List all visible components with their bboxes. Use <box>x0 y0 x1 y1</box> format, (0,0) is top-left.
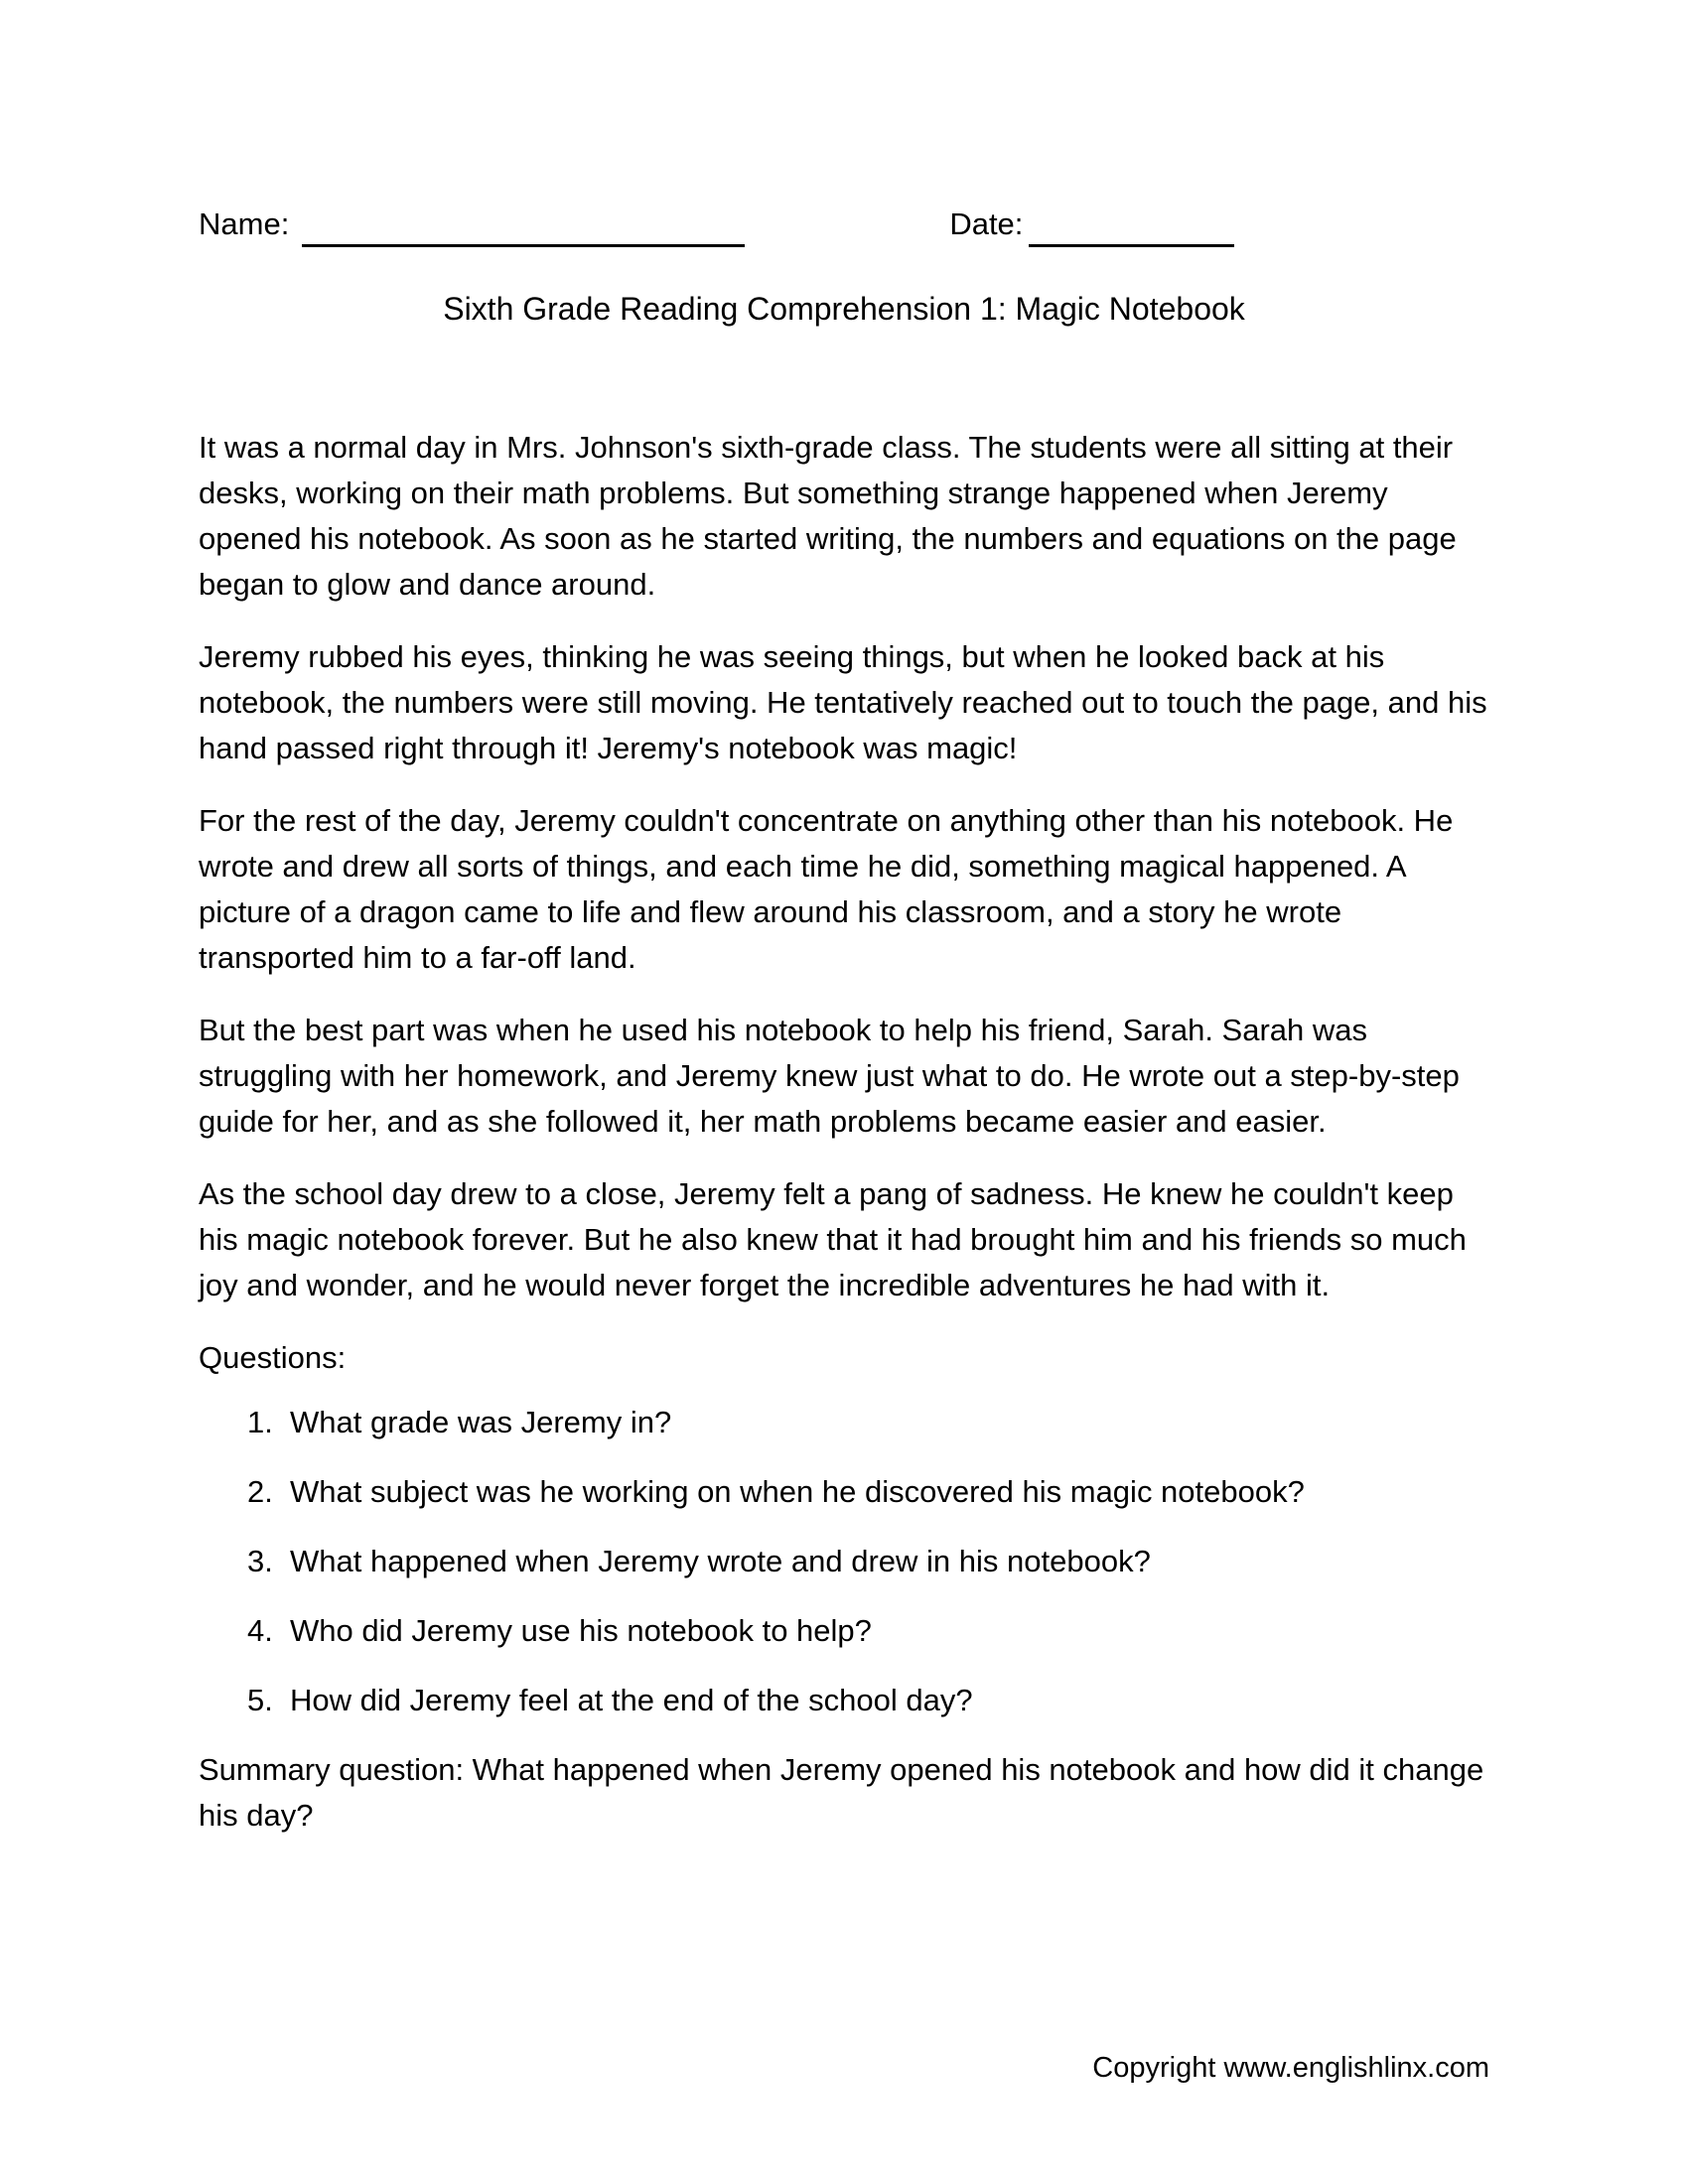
question-item-5 <box>199 1678 1489 1723</box>
question-item-2 <box>199 1469 1489 1515</box>
question-text: What grade was Jeremy in? <box>290 1405 672 1439</box>
story-paragraph-4: But the best part was when he used his notebook to help his friend, Sarah. Sarah was struggling with her homework, and Jeremy knew just what to do. He wrote out a step-by-step guide for her, and as she followed it, her math problems became easier and easier. <box>199 1013 1460 1139</box>
question-number: 4. <box>247 1613 273 1648</box>
worksheet-title: Sixth Grade Reading Comprehension 1: Magic Notebook <box>443 291 1245 327</box>
story-paragraph-3: For the rest of the day, Jeremy couldn't concentrate on anything other than his notebook. He wrote and drew all sorts of things, and each time he did, something magical happened. A picture of a dragon came to life and flew around his classroom, and a story he wrote transported him to a far-off land. <box>199 803 1454 975</box>
name-date-row <box>199 202 1489 247</box>
question-text: What happened when Jeremy wrote and drew in his notebook? <box>290 1544 1151 1578</box>
question-item-4 <box>199 1608 1489 1654</box>
story-paragraph-5: As the school day drew to a close, Jeremy felt a pang of sadness. He knew he couldn't keep his magic notebook forever. But he also knew that it had brought him and his friends so much joy and wonder, and he would never forget the incredible adventures he had with it. <box>199 1176 1467 1302</box>
story-paragraph-2: Jeremy rubbed his eyes, thinking he was seeing things, but when he looked back at his notebook, the numbers were still moving. He tentatively reached out to touch the page, and his hand passed right through it! Jeremy's notebook was magic! <box>199 639 1487 765</box>
story-paragraph-1: It was a normal day in Mrs. Johnson's sixth-grade class. The students were all sitting at their desks, working on their math problems. But something strange happened when Jeremy opened his notebook. As soon as he started writing, the numbers and equations on the page began to glow and dance around. <box>199 430 1457 602</box>
question-text: How did Jeremy feel at the end of the school day? <box>290 1683 973 1717</box>
name-field <box>199 202 745 247</box>
questions-heading: Questions: <box>199 1340 347 1375</box>
question-item-1 <box>199 1400 1489 1445</box>
name-label: Name: <box>199 206 290 241</box>
question-number: 5. <box>247 1683 273 1717</box>
summary-question: Summary question: What happened when Jeremy opened his notebook and how did it change his day? <box>199 1752 1484 1833</box>
question-number: 2. <box>247 1474 273 1509</box>
date-field <box>949 202 1234 247</box>
question-text: What subject was he working on when he discovered his magic notebook? <box>290 1474 1305 1509</box>
date-label: Date: <box>949 206 1024 241</box>
name-blank-line <box>302 203 745 247</box>
question-number: 1. <box>247 1405 273 1439</box>
questions-list <box>199 1400 1489 1723</box>
question-number: 3. <box>247 1544 273 1578</box>
worksheet-content <box>199 202 1489 1839</box>
question-item-3 <box>199 1539 1489 1584</box>
copyright-notice: Copyright www.englishlinx.com <box>1092 2052 1489 2084</box>
question-text: Who did Jeremy use his notebook to help? <box>290 1613 872 1648</box>
date-blank-line <box>1029 203 1234 247</box>
story-text <box>199 425 1489 1308</box>
